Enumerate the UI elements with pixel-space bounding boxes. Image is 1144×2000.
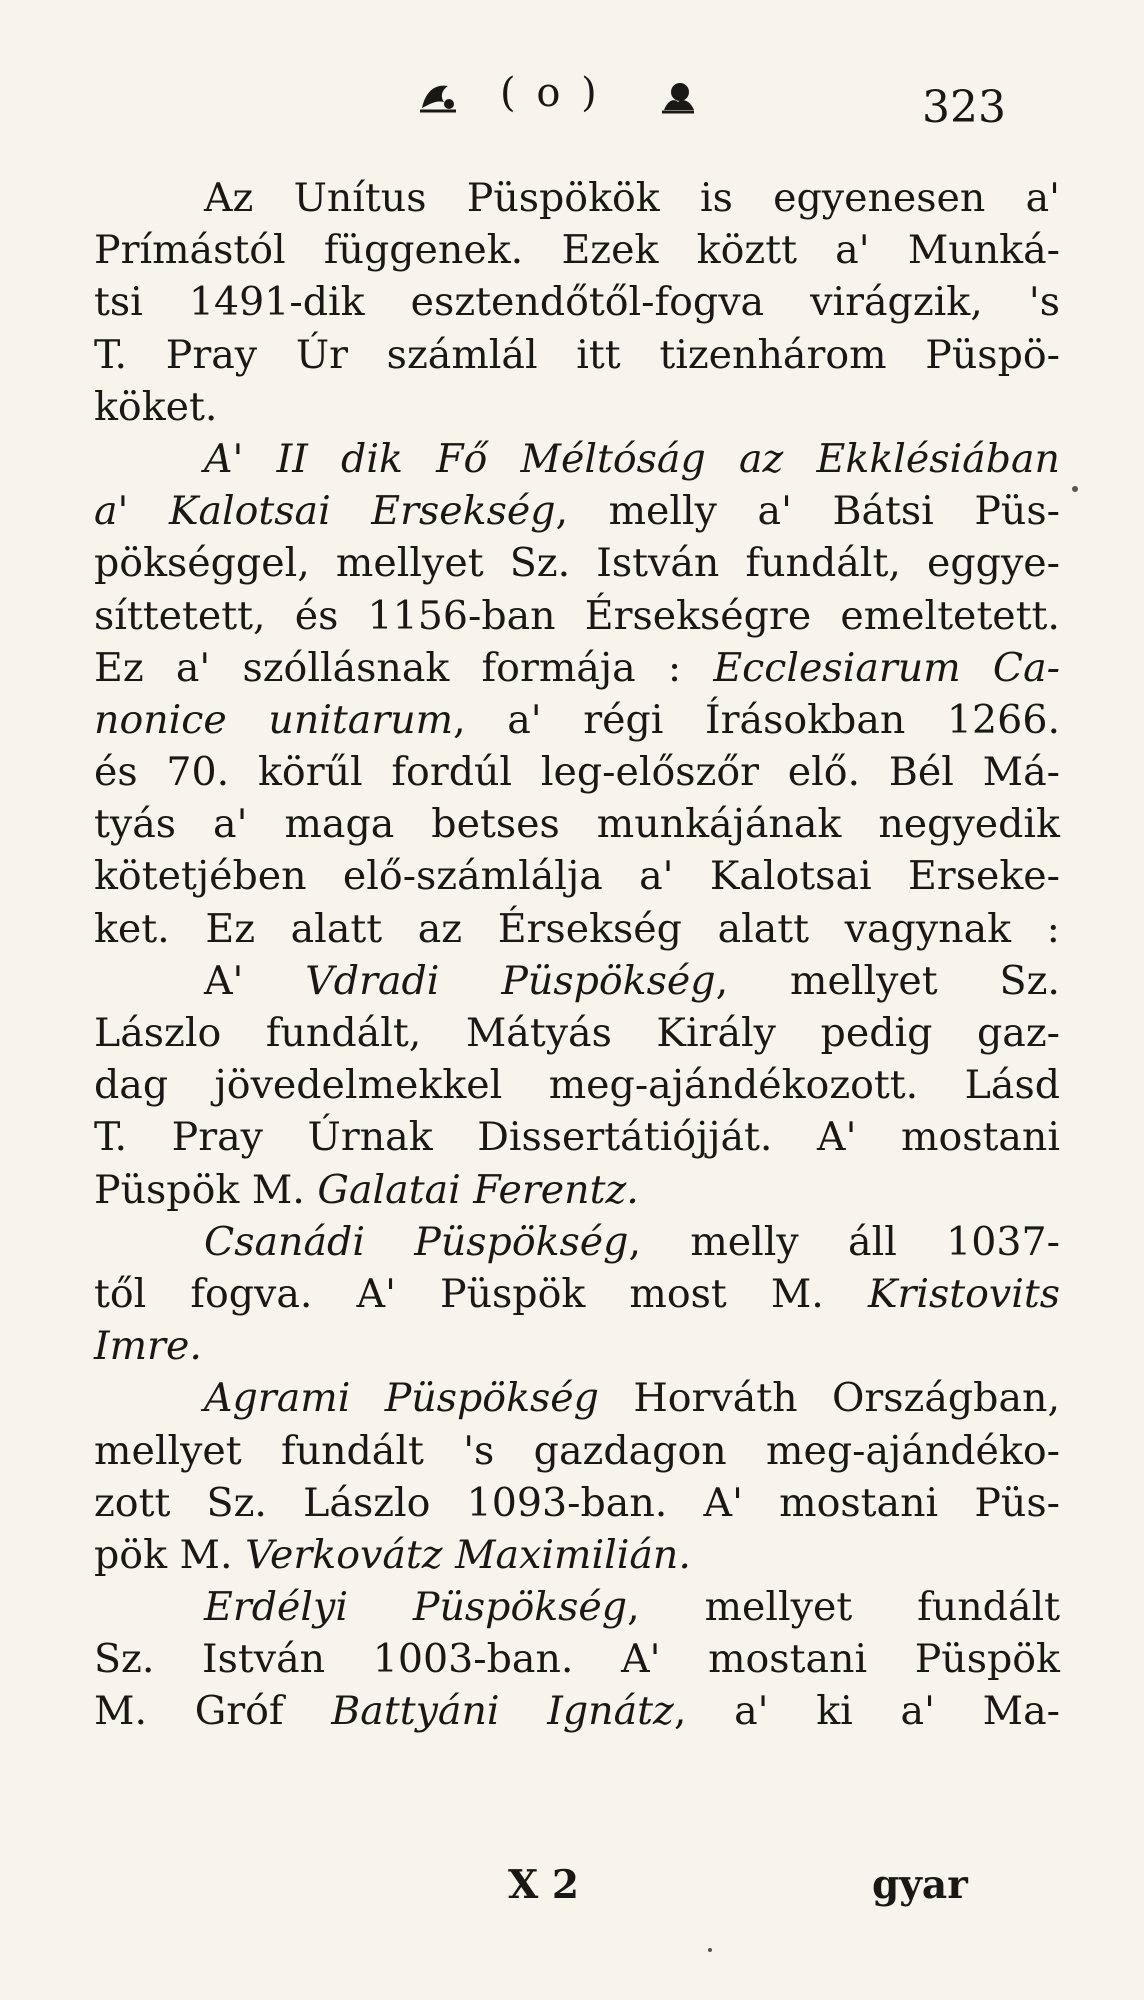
text-line	[94, 746, 1060, 798]
text-line	[94, 485, 1060, 537]
text-run: , a' ki a' Ma-	[673, 1688, 1060, 1735]
printers-ornament-icon	[418, 80, 458, 114]
text-run: A'	[204, 957, 306, 1004]
text-run: Ez a' szóllásnak formája :	[94, 644, 714, 691]
text-line	[94, 903, 1060, 955]
text-line	[94, 1685, 1060, 1737]
italic-run: nonice unitarum	[94, 696, 454, 743]
italic-run: Erdélyi Püspökség	[204, 1584, 628, 1631]
italic-run: Galatai Ferentz.	[317, 1166, 639, 1213]
text-run: mellyet fundált 's gazdagon meg-ajándéko-	[94, 1427, 1060, 1474]
text-line	[94, 642, 1060, 694]
italic-run: Imre.	[94, 1323, 202, 1370]
text-run: M. Gróf	[94, 1688, 332, 1735]
text-line	[94, 1477, 1060, 1529]
text-run: , melly a' Bátsi Püs-	[555, 488, 1060, 535]
text-line	[94, 1529, 1060, 1581]
text-run: től fogva. A' Püspök most M.	[94, 1270, 868, 1317]
text-line	[94, 694, 1060, 746]
italic-run: A' II dik Fő Méltóság az Ekklésiában	[204, 435, 1060, 482]
text-run: köket.	[94, 383, 218, 430]
text-line	[94, 1164, 1060, 1216]
text-line	[94, 1320, 1060, 1372]
text-run: zott Sz. Lászlo 1093-ban. A' mostani Püs-	[94, 1479, 1060, 1526]
italic-run: Kristovits	[867, 1270, 1060, 1317]
text-run: Horváth Országban,	[598, 1375, 1060, 1422]
text-run: Prímástól függenek. Ezek köztt a' Munká-	[94, 227, 1060, 274]
text-line	[94, 798, 1060, 850]
catchword: gyar	[872, 1862, 968, 1908]
italic-run: a' Kalotsai Ersekség	[94, 488, 556, 535]
text-line	[94, 537, 1060, 589]
italic-run: Csanádi Püspökség	[204, 1218, 629, 1265]
text-line	[94, 1581, 1060, 1633]
ink-speck	[1072, 486, 1078, 492]
printers-ornament-icon	[658, 80, 698, 114]
text-line	[94, 1007, 1060, 1059]
text-line	[94, 1268, 1060, 1320]
text-run: Az Unítus Püspökök is egyenesen a'	[204, 175, 1060, 221]
text-line	[94, 1059, 1060, 1111]
text-run: tyás a' maga betses munkájának negyedik	[94, 801, 1060, 848]
page-footer	[0, 1862, 1144, 1922]
text-run: T. Pray Úr számlál itt tizenhárom Püspö-	[94, 331, 1060, 378]
text-run: Sz. István 1003-ban. A' mostani Püspök	[94, 1636, 1060, 1683]
text-line	[94, 1633, 1060, 1685]
text-run: , melly áll 1037-	[628, 1218, 1060, 1265]
text-line	[94, 381, 1060, 433]
text-run: T. Pray Úrnak Dissertátiójját. A' mostani	[94, 1114, 1060, 1161]
page-text	[94, 172, 1060, 1738]
text-line	[94, 433, 1060, 485]
page-number: 323	[922, 82, 1006, 133]
text-run: pök M.	[94, 1531, 246, 1578]
ink-speck	[708, 1948, 712, 1952]
running-header	[0, 70, 1144, 133]
header-center-mark: ( o )	[500, 70, 601, 116]
text-run: pökséggel, mellyet Sz. István fundált, eggye-	[94, 540, 1060, 587]
text-line	[94, 1425, 1060, 1477]
text-line	[94, 329, 1060, 381]
text-run: dag jövedelmekkel meg-ajándékozott. Lásd	[94, 1062, 1060, 1109]
text-line	[94, 1111, 1060, 1163]
text-line	[94, 955, 1060, 1007]
text-line	[94, 590, 1060, 642]
italic-run: Vdradi Püspökség	[305, 957, 716, 1004]
text-line	[94, 1372, 1060, 1424]
italic-run: Battyáni Ignátz	[331, 1688, 674, 1735]
text-run: , mellyet fundált	[627, 1584, 1060, 1631]
italic-run: Agrami Püspökség	[204, 1375, 599, 1422]
italic-run: Verkovátz Maximilián.	[245, 1531, 691, 1578]
italic-run: Ecclesiarum Ca-	[713, 644, 1060, 691]
text-run: , mellyet Sz.	[715, 957, 1060, 1004]
signature-mark: X 2	[508, 1862, 579, 1908]
text-line	[94, 224, 1060, 276]
text-run: ket. Ez alatt az Érsekség alatt vagynak :	[94, 905, 1060, 952]
text-line	[94, 1216, 1060, 1268]
text-run: és 70. körűl fordúl leg-előszőr elő. Bél Má-	[94, 749, 1060, 796]
text-run: Püspök M.	[94, 1166, 318, 1213]
text-line	[94, 850, 1060, 902]
text-run: tsi 1491-dik esztendőtől-fogva virágzik, 's	[94, 279, 1060, 326]
text-run: kötetjében elő-számlálja a' Kalotsai Erseke-	[94, 853, 1060, 900]
text-line	[94, 276, 1060, 328]
text-line	[94, 172, 1060, 224]
text-run: , a' régi Írásokban 1266.	[453, 696, 1061, 743]
text-run: síttetett, és 1156-ban Érsekségre emeltetett.	[94, 592, 1060, 639]
text-run: Lászlo fundált, Mátyás Király pedig gaz-	[94, 1010, 1060, 1056]
